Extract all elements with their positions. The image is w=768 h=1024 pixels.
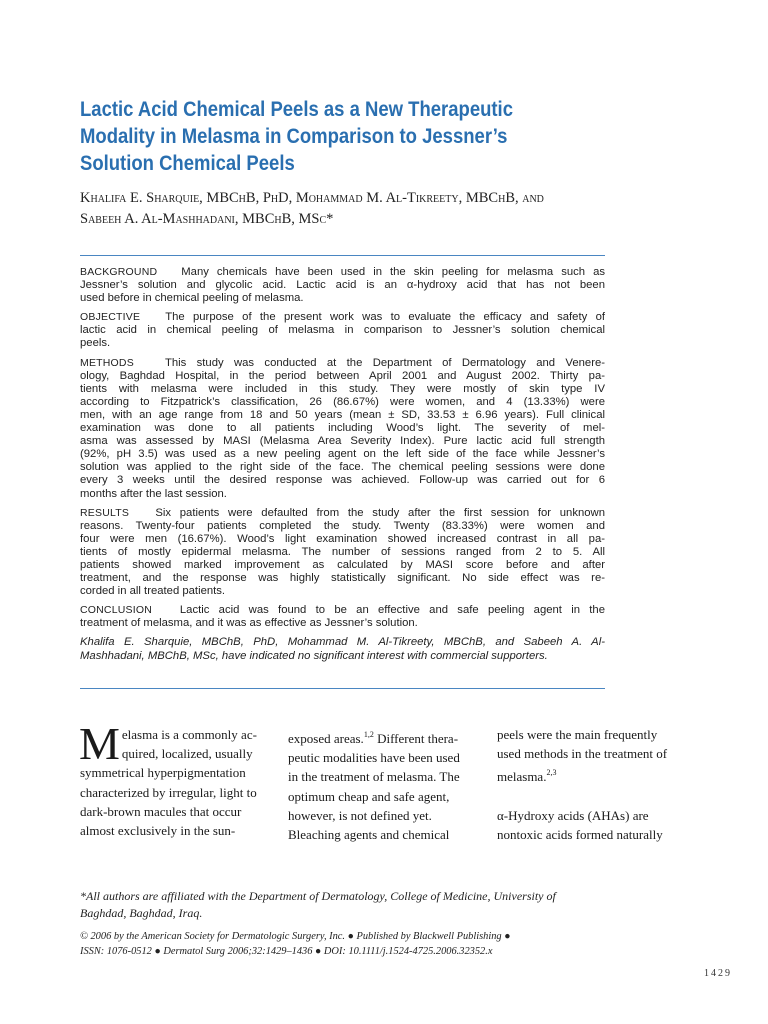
abstract-line: tients of mostly epidermal melasma. The number of sessions ranged from 2 to 5. All [80, 545, 605, 558]
abstract-conclusion [80, 604, 605, 630]
section-label: RESULTS [80, 506, 130, 519]
abstract-line: Many chemicals have been used in the skin peeling for melasma such as [181, 266, 606, 278]
divider-top [80, 255, 605, 256]
affiliation-footnote [80, 888, 640, 922]
page-number: 1429 [704, 968, 732, 979]
abstract-line: months after the last session. [80, 487, 227, 500]
abstract-line: corded in all treated patients. [80, 585, 226, 598]
abstract-line: Six patients were defaulted from the study after the first session for unknown [155, 506, 605, 519]
body-column-3 [497, 725, 668, 844]
title-line: Solution Chemical Peels [80, 151, 295, 175]
body-line: almost exclusively in the sun- [80, 823, 236, 839]
abstract-background [80, 266, 605, 305]
section-label: METHODS [80, 356, 134, 369]
citation: 1,2 [363, 730, 374, 739]
abstract-line: according to Fitzpatrick’s classification, 26 (86.67%) were women, and 4 (13.33%) were [80, 395, 605, 408]
body-line: peels were the main frequently [497, 727, 658, 742]
abstract-line: Lactic acid was found to be an effective and safe peeling agent in the [179, 604, 605, 617]
abstract-line: reasons. Twenty-four patients completed the study. Twenty (83.33%) were women and [80, 519, 605, 532]
body-line [288, 725, 459, 748]
abstract-methods [80, 357, 605, 501]
abstract-line: The purpose of the present work was to evaluate the efficacy and safety of [165, 311, 605, 324]
body-line: characterized by irregular, light to [80, 784, 257, 800]
abstract-line: solution was applied to the right side of the face. The chemical peeling sessions were done [80, 461, 605, 474]
abstract-line: (92%, pH 3.5) was used as a new peeling agent on the left side of the face while Jessner’s [80, 448, 605, 461]
abstract-results [80, 507, 605, 599]
abstract [80, 266, 605, 663]
body-text: exposed areas. [288, 731, 364, 746]
body-line: however, is not defined yet. [288, 807, 432, 823]
abstract-line: patients showed marked improvement as calculated by MASI score before and after [80, 558, 605, 571]
body-line: Bleaching agents and chemical [288, 827, 450, 843]
title-line: Lactic Acid Chemical Peels as a New Therapeutic [80, 97, 513, 121]
abstract-line: treatment of melasma, and it was as effective as Jessner’s solution. [80, 617, 418, 630]
copyright-notice [80, 929, 640, 959]
body-line: peutic modalities have been used [288, 750, 460, 766]
author-line: Sabeeh A. Al-Mashhadani, MBChB, MSc* [80, 211, 334, 227]
body-text: melasma. [497, 769, 547, 785]
body-column-1 [79, 718, 257, 840]
body-column-2 [288, 725, 460, 844]
abstract-line: examination was done to all patients including Wood’s light. The severity of mel- [80, 422, 605, 435]
disclosure-line: Mashhadani, MBChB, MSc, have indicated no significant interest with commercial supporters. [80, 649, 548, 662]
section-label: BACKGROUND [80, 266, 158, 278]
body-line [497, 763, 647, 786]
drop-cap: M [79, 718, 120, 769]
title-line: Modality in Melasma in Comparison to Jessner’s [80, 124, 508, 148]
body-line: nontoxic acids formed naturally [497, 826, 663, 842]
body-text: Different thera- [373, 731, 459, 746]
disclosure-statement [80, 636, 605, 662]
abstract-line: every 3 weeks until the desired response was achieved. Follow-up was carried out for 6 [80, 474, 605, 487]
author-line: Khalifa E. Sharquie, MBChB, PhD, Mohammad M. Al-Tikreety, MBChB, and [80, 190, 544, 206]
paragraph-gap [497, 787, 647, 806]
abstract-line: This study was conducted at the Department of Dermatology and Venere- [164, 356, 605, 369]
body-line: used methods in the treatment of [497, 746, 668, 762]
abstract-line: ology, Baghdad Hospital, in the period between April 2001 and August 2002. Thirty pa- [80, 369, 605, 382]
article-title [80, 96, 562, 177]
abstract-line: treatment, and the response was highly statistically significant. No side effect was re- [80, 572, 605, 585]
abstract-line: four were men (16.67%). Wood’s light examination showed increased contrast in all pa- [80, 532, 605, 545]
abstract-line: peels. [80, 337, 111, 350]
divider-bottom [80, 688, 605, 689]
body-line: elasma is a commonly ac- [121, 727, 257, 742]
abstract-line: tients with melasma were included in this study. They were mostly of skin type IV [80, 382, 605, 395]
footnote-line: Baghdad, Baghdad, Iraq. [80, 906, 203, 920]
abstract-line: lactic acid in chemical peeling of melasma in comparison to Jessner’s solution chemical [80, 324, 605, 337]
body-line: in the treatment of melasma. The [288, 769, 460, 785]
abstract-line: Jessner’s solution and glycolic acid. Lactic acid is an α-hydroxy acid that has not been [80, 279, 605, 292]
disclosure-line: Khalifa E. Sharquie, MBChB, PhD, Mohammad M. Al-Tikreety, MBChB, and Sabeeh A. Al- [80, 636, 605, 649]
abstract-line: asma was assessed by MASI (Melasma Area Severity Index). Pure lactic acid full strength [80, 435, 605, 448]
body-line: α-Hydroxy acids (AHAs) are [497, 807, 649, 823]
citation: 2,3 [546, 768, 557, 778]
section-label: CONCLUSION [80, 604, 153, 617]
body-line: dark-brown macules that occur [80, 803, 242, 819]
section-label: OBJECTIVE [80, 311, 141, 324]
abstract-line: men, with an age range from 18 and 50 years (mean ± SD, 33.53 ± 6.96 years). Full clinical [80, 408, 605, 421]
body-line: symmetrical hyperpigmentation [80, 765, 246, 781]
author-list [80, 188, 640, 230]
body-line: optimum cheap and safe agent, [288, 788, 450, 804]
abstract-line: used before in chemical peeling of melasma. [80, 292, 304, 305]
copyright-line: ISSN: 1076-0512 ● Dermatol Surg 2006;32:1429–1436 ● DOI: 10.1111/j.1524-4725.2006.32352.x [80, 946, 493, 957]
abstract-objective [80, 311, 605, 350]
copyright-line: © 2006 by the American Society for Dermatologic Surgery, Inc. ● Published by Blackwell Publishing ● [80, 931, 511, 942]
body-line: quired, localized, usually [121, 746, 253, 762]
footnote-line: *All authors are affiliated with the Department of Dermatology, College of Medicine, University of [80, 889, 556, 903]
